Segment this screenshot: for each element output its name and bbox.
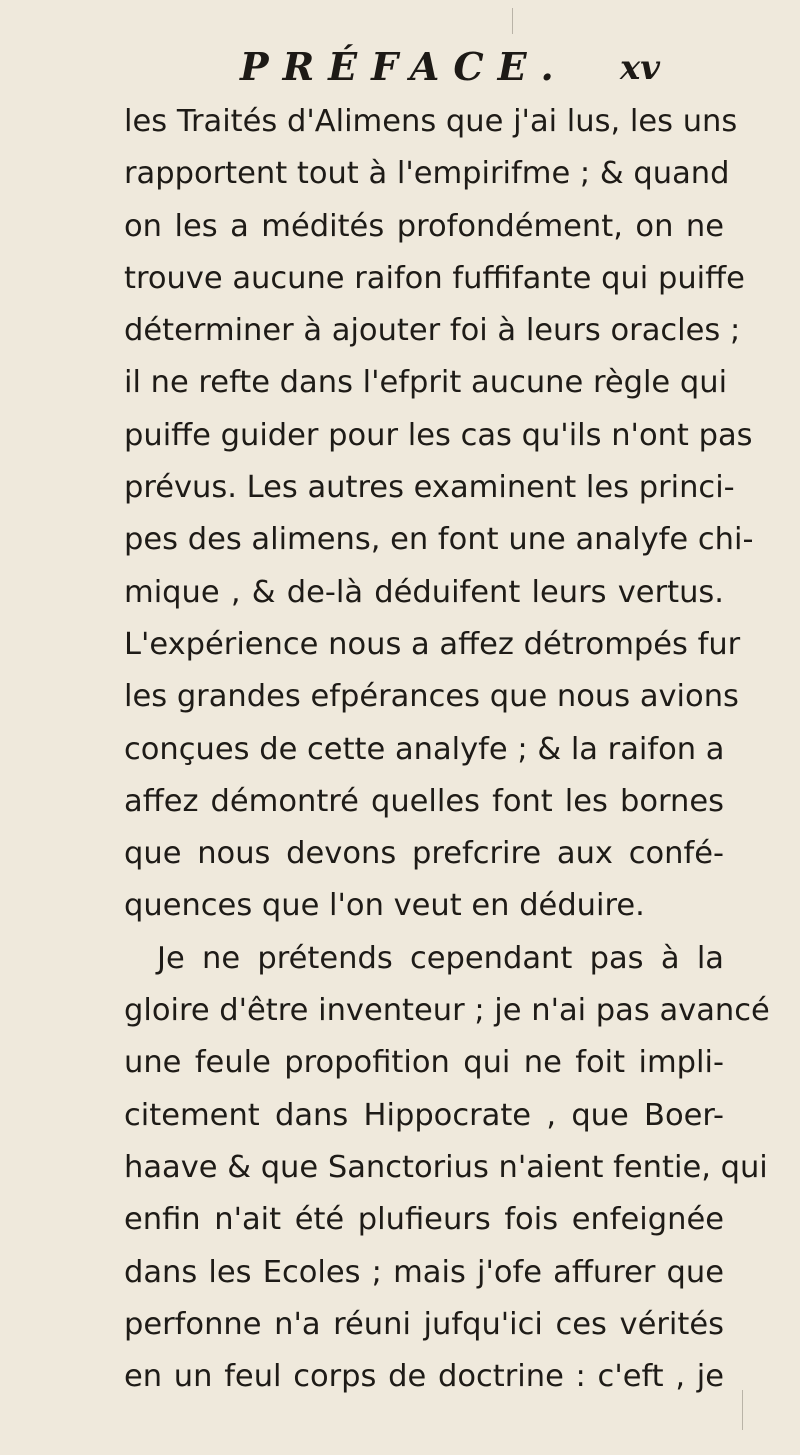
text-line: les grandes efpérances que nous avions xyxy=(124,679,739,715)
text-line: quences que l'on veut en déduire. xyxy=(124,888,645,924)
text-line: L'expérience nous a affez détrompés fur xyxy=(124,626,741,662)
text-line: prévus. Les autres examinent les princi- xyxy=(124,470,735,506)
text-line: Je ne prétends cependant pas à la xyxy=(157,940,724,976)
text-line: haave & que Sanctorius n'aient fentie, qui xyxy=(124,1149,768,1185)
text-line: puiffe guider pour les cas qu'ils n'ont pas xyxy=(124,417,753,453)
text-line: pes des alimens, en font une analyfe chi- xyxy=(124,522,754,558)
text-line: en un feul corps de doctrine : c'eft , je xyxy=(124,1359,724,1395)
text-line: perfonne n'a réuni jufqu'ici ces vérités xyxy=(124,1306,724,1342)
text-line: conçues de cette analyfe ; & la raifon a xyxy=(124,731,725,767)
text-line: mique , & de-là déduifent leurs vertus. xyxy=(124,574,724,610)
pencil-mark xyxy=(512,8,513,34)
text-line: on les a médités profondément, on ne xyxy=(124,208,724,244)
text-line: que nous devons prefcrire aux confé- xyxy=(124,836,724,872)
text-line: affez démontré quelles font les bornes xyxy=(124,783,724,819)
page-header xyxy=(0,44,800,94)
text-line: rapportent tout à l'empirifme ; & quand xyxy=(124,156,730,192)
page-number: xv xyxy=(620,48,661,88)
body-text xyxy=(124,96,770,1403)
text-line: il ne refte dans l'efprit aucune règle qui xyxy=(124,365,728,401)
text-line: enfin n'ait été plufieurs fois enfeignée xyxy=(124,1202,724,1238)
pencil-mark xyxy=(742,1390,743,1430)
text-line: déterminer à ajouter foi à leurs oracles ; xyxy=(124,313,741,349)
text-line: dans les Ecoles ; mais j'ofe affurer que xyxy=(124,1254,724,1290)
running-title: PRÉFACE. xyxy=(240,44,568,89)
text-line: les Traités d'Alimens que j'ai lus, les uns xyxy=(124,104,738,139)
text-line: citement dans Hippocrate , que Boer- xyxy=(124,1097,724,1133)
text-line: trouve aucune raifon fuffifante qui puiffe xyxy=(124,260,745,296)
text-line: une feule propofition qui ne foit impli- xyxy=(124,1045,724,1081)
text-line: gloire d'être inventeur ; je n'ai pas avancé xyxy=(124,993,770,1029)
